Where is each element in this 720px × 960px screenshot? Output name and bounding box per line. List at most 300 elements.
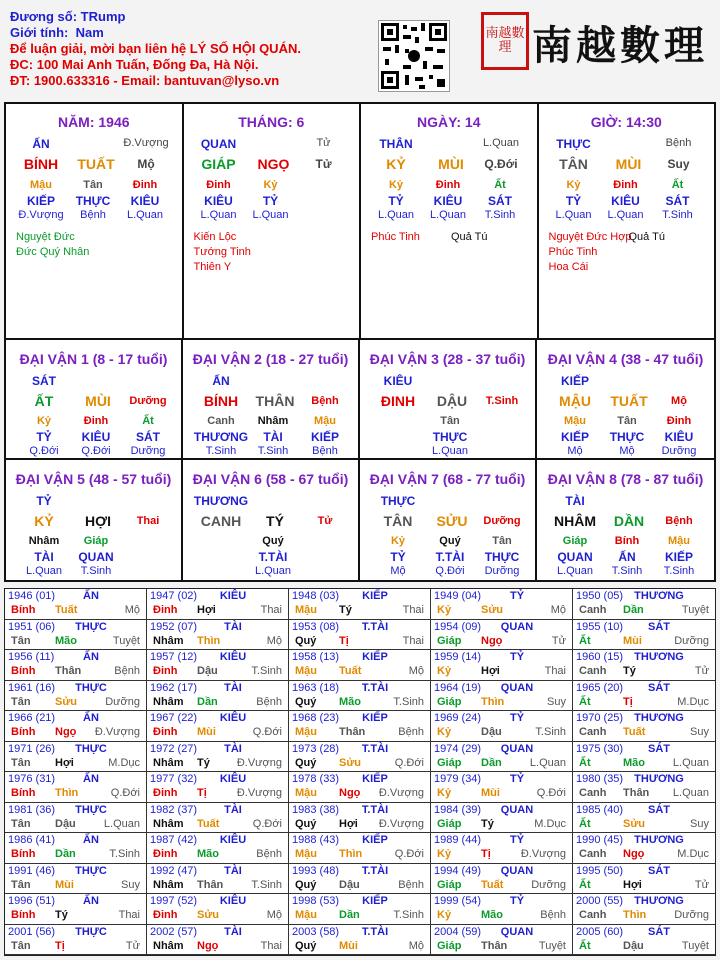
- year-cell-1953: [289, 620, 431, 651]
- dai-van-hidden-0-2: Mậu: [668, 535, 690, 547]
- pillar-hidden-2-0: Đ.Vượng: [18, 209, 64, 221]
- dai-van-can: NHÂM: [554, 513, 596, 529]
- year-label: 1969 (24): [434, 712, 482, 724]
- dai-van-hidden-0-0: Canh: [207, 415, 235, 427]
- year-cell-1969: [431, 711, 573, 742]
- dai-van-hidden-0-1: Đinh: [83, 415, 109, 427]
- year-label: 1955 (10): [576, 620, 624, 633]
- year-phase: Q.Đới: [394, 848, 424, 860]
- dai-van-hidden-1-2: KIÊU: [664, 430, 694, 444]
- dai-van-phase: Mộ: [671, 395, 687, 407]
- year-chi: Mùi: [339, 939, 358, 952]
- dai-van-phase: Bệnh: [665, 515, 693, 527]
- pillar-hidden-2-1: L.Quan: [607, 209, 644, 221]
- year-label: 1992 (47): [150, 864, 198, 877]
- dai-van-2: [183, 340, 360, 460]
- year-phase: T.Sinh: [251, 878, 282, 891]
- pillar-hidden-1-2: SÁT: [488, 194, 512, 208]
- pillar-star: Kiến Lộc: [193, 231, 237, 243]
- pillar-chi: MÙI: [438, 156, 464, 172]
- year-can: Tân: [11, 634, 31, 647]
- year-phase: Suy: [690, 726, 709, 738]
- dai-van-hidden-1-1: THỰC: [609, 430, 645, 444]
- year-can: Canh: [579, 665, 607, 677]
- pillar-hidden-0-2: Ất: [494, 179, 506, 191]
- pillar-hidden-2-0: L.Quan: [377, 209, 415, 221]
- year-ten-god: TỶ: [509, 834, 525, 846]
- year-phase: Đ.Vượng: [378, 787, 424, 799]
- year-chi: Thìn: [481, 695, 505, 708]
- year-ten-god: T.TÀI: [361, 681, 389, 694]
- year-ten-god: THƯƠNG: [634, 834, 684, 846]
- dai-van-title: ĐẠI VẬN 2 (18 - 27 tuổi): [192, 351, 349, 367]
- qr-code[interactable]: [378, 20, 450, 92]
- year-cell-1956: [5, 650, 147, 681]
- year-can: Nhâm: [153, 695, 184, 708]
- year-label: 1999 (54): [434, 895, 482, 907]
- year-phase: Tuyệt: [538, 939, 566, 952]
- year-can: Nhâm: [153, 756, 184, 769]
- year-ten-god: SÁT: [648, 742, 670, 755]
- year-cell-1958: [289, 650, 431, 681]
- dai-van-hidden-0-0: Giáp: [562, 535, 588, 547]
- year-can: Bính: [11, 726, 36, 738]
- pillar-hidden-1-0: TỶ: [565, 194, 582, 208]
- year-ten-god: KIẾP: [362, 895, 388, 907]
- year-chi: Dậu: [339, 878, 360, 891]
- pillar-hidden-0-2: Đinh: [132, 179, 158, 191]
- year-ten-god: T.TÀI: [361, 620, 389, 633]
- dai-van-6: [183, 460, 360, 580]
- year-phase: Thai: [260, 604, 282, 616]
- year-ten-god: THƯƠNG: [634, 590, 684, 602]
- year-phase: Tử: [694, 665, 709, 677]
- dai-van-hidden-0-0: Kỷ: [36, 415, 52, 427]
- year-cell-1986: [5, 833, 147, 864]
- year-can: Canh: [579, 787, 607, 799]
- year-can: Quý: [295, 634, 317, 647]
- dai-van-god: SÁT: [32, 374, 56, 388]
- year-ten-god: KIẾP: [362, 590, 388, 602]
- owner-value: TRump: [80, 9, 126, 24]
- year-cell-1950: [573, 589, 715, 620]
- dai-van-hidden-0-1: Tân: [617, 415, 637, 427]
- year-phase: Q.Đới: [536, 787, 566, 799]
- year-cell-1995: [573, 864, 715, 895]
- year-can: Mậu: [295, 848, 317, 860]
- pillar-can: BÍNH: [23, 156, 59, 172]
- pillar-1: [6, 104, 184, 338]
- year-ten-god: TỶ: [509, 773, 525, 785]
- year-phase: T.Sinh: [393, 909, 424, 921]
- year-ten-god: TỶ: [509, 895, 525, 907]
- year-phase: T.Sinh: [109, 848, 140, 860]
- year-can: Bính: [11, 909, 36, 921]
- pillar-chi: MÙI: [615, 156, 642, 172]
- year-cell-1994: [431, 864, 573, 895]
- year-can: Quý: [295, 878, 317, 891]
- dai-van-hidden-1-1: ẤN: [618, 550, 636, 564]
- year-phase: Mộ: [550, 604, 566, 616]
- year-phase: Mộ: [266, 634, 282, 647]
- year-cell-1970: [573, 711, 715, 742]
- year-phase: M.Dục: [534, 817, 566, 830]
- dai-van-hidden-1-0: TỶ: [390, 550, 406, 564]
- year-label: 1949 (04): [434, 590, 482, 602]
- dai-van-god: TỶ: [36, 494, 52, 508]
- year-ten-god: KIẾP: [362, 712, 388, 724]
- dai-van-can: KỶ: [34, 513, 54, 529]
- year-phase: Thai: [544, 665, 566, 677]
- dai-van-god: THỰC: [380, 494, 416, 508]
- year-can: Giáp: [437, 695, 462, 708]
- pillar-phase: Tử: [315, 157, 332, 171]
- pillar-hidden-2-1: L.Quan: [252, 209, 289, 221]
- pillar-hidden-1-1: THỰC: [75, 194, 111, 208]
- dai-van-hidden-1-2: KIẾP: [310, 430, 339, 444]
- phone-email-line: ĐT: 1900.633316 - Email: bantuvan@lyso.vn: [10, 73, 280, 88]
- dai-van-can: CANH: [200, 513, 242, 529]
- dai-van-hidden-0-1: Quý: [262, 535, 284, 547]
- year-phase: Suy: [547, 695, 566, 708]
- dai-van-hidden-2-1: L.Quan: [431, 445, 469, 457]
- year-cell-1947: [147, 589, 289, 620]
- year-label: 1979 (34): [434, 773, 482, 785]
- dai-van-5: [6, 460, 183, 580]
- year-ten-god: TÀI: [224, 925, 242, 938]
- address-line: ĐC: 100 Mai Anh Tuấn, Đống Đa, Hà Nội.: [10, 57, 259, 72]
- dai-van-hidden-2-0: Mộ: [390, 565, 406, 577]
- year-ten-god: KIÊU: [219, 773, 247, 785]
- year-label: 2005 (60): [576, 925, 624, 938]
- year-label: 1962 (17): [150, 681, 198, 694]
- year-chi: Ngọ: [339, 787, 361, 799]
- dai-van-can: ĐINH: [380, 393, 416, 409]
- year-cell-1974: [431, 742, 573, 773]
- year-ten-god: T.TÀI: [361, 803, 389, 816]
- pillar-hidden-0-0: Kỷ: [388, 179, 404, 191]
- year-ten-god: THỰC: [75, 803, 107, 816]
- year-can: Mậu: [295, 909, 317, 921]
- dai-van-hidden-2-0: L.Quan: [556, 565, 594, 577]
- year-chi: Ngọ: [481, 634, 503, 647]
- year-cell-1952: [147, 620, 289, 651]
- year-chi: Tuất: [623, 726, 646, 738]
- year-cell-1948: [289, 589, 431, 620]
- dai-van-hidden-1-0: TỶ: [36, 430, 52, 444]
- year-label: 1972 (27): [150, 742, 198, 755]
- year-can: Bính: [11, 604, 36, 616]
- red-seal-logo: 南越數理: [481, 12, 529, 70]
- year-phase: Q.Đới: [252, 817, 282, 830]
- year-can: Giáp: [437, 878, 462, 891]
- year-can: Tân: [11, 695, 31, 708]
- pillar-3: [361, 104, 539, 338]
- year-label: 1989 (44): [434, 834, 482, 846]
- year-phase: Tử: [694, 878, 709, 891]
- year-label: 1981 (36): [8, 803, 56, 816]
- year-ten-god: T.TÀI: [361, 925, 389, 938]
- pillar-god-left: THÂN: [379, 137, 413, 151]
- dai-van-hidden-2-2: Dưỡng: [130, 445, 166, 457]
- dai-van-hidden-2-2: Bệnh: [312, 445, 338, 457]
- year-label: 1958 (13): [292, 651, 340, 663]
- pillar-god-right: Bệnh: [665, 137, 692, 149]
- dai-van-hidden-2-2: Dưỡng: [661, 445, 697, 457]
- year-ten-god: TÀI: [224, 620, 242, 633]
- year-can: Quý: [295, 756, 317, 769]
- year-ten-god: QUAN: [500, 681, 534, 694]
- year-can: Mậu: [295, 665, 317, 677]
- dai-van-hidden-2-0: Mộ: [567, 445, 583, 457]
- year-label: 1961 (16): [8, 681, 56, 694]
- year-cell-1963: [289, 681, 431, 712]
- year-phase: Bệnh: [540, 909, 566, 921]
- year-chi: Dần: [339, 909, 360, 921]
- dai-van-hidden-1-1: T.TÀI: [435, 550, 465, 564]
- dai-van-hidden-2-0: T.Sinh: [205, 445, 237, 457]
- pillar-star: Nguyệt Đức: [16, 231, 75, 243]
- dai-van-7: [360, 460, 537, 580]
- year-ten-god: THỰC: [75, 864, 107, 877]
- year-cell-1955: [573, 620, 715, 651]
- year-ten-god: KIÊU: [219, 834, 247, 846]
- year-phase: Đ.Vượng: [520, 848, 566, 860]
- year-cell-1975: [573, 742, 715, 773]
- pillar-god-left: THỰC: [556, 137, 591, 151]
- pillar-phase: Mộ: [137, 157, 155, 171]
- year-cell-1989: [431, 833, 573, 864]
- year-cell-1982: [147, 803, 289, 834]
- dai-van-hidden-1-1: TÀI: [263, 430, 283, 444]
- year-chi: Mão: [623, 756, 645, 769]
- year-ten-god: KIẾP: [362, 834, 388, 846]
- year-ten-god: KIÊU: [219, 651, 247, 663]
- dai-van-can: MẬU: [559, 393, 591, 409]
- year-chi: Ngọ: [197, 939, 219, 952]
- dai-van-title: ĐẠI VẬN 1 (8 - 17 tuổi): [19, 351, 168, 367]
- year-phase: Q.Đới: [252, 726, 282, 738]
- dai-van-hidden-0-1: Tân: [440, 415, 460, 427]
- pillar-hidden-1-1: KIÊU: [433, 194, 463, 208]
- year-ten-god: QUAN: [500, 620, 534, 633]
- year-phase: T.Sinh: [393, 695, 424, 708]
- year-phase: Đ.Vượng: [94, 726, 140, 738]
- year-label: 1956 (11): [8, 651, 55, 663]
- year-ten-god: TỶ: [509, 651, 525, 663]
- year-phase: Tuyệt: [681, 939, 709, 952]
- year-cell-2001: [5, 925, 147, 956]
- pillar-hidden-2-2: L.Quan: [126, 209, 164, 221]
- year-cell-2004: [431, 925, 573, 956]
- year-chi: Tuất: [481, 878, 504, 891]
- year-cell-1949: [431, 589, 573, 620]
- pillar-star-right: Quả Tú: [628, 231, 665, 243]
- year-phase: Đ.Vượng: [236, 756, 282, 769]
- pillar-hidden-2-2: T.Sinh: [484, 209, 516, 221]
- year-label: 1976 (31): [8, 773, 56, 785]
- year-cell-1997: [147, 894, 289, 925]
- dai-van-hidden-0-2: Mậu: [314, 415, 336, 427]
- year-can: Giáp: [437, 817, 462, 830]
- year-chi: Tuất: [339, 665, 362, 677]
- year-label: 1964 (19): [434, 681, 482, 694]
- dai-van-hidden-2-1: T.Sinh: [257, 445, 289, 457]
- year-phase: Bệnh: [256, 695, 282, 708]
- year-phase: Mộ: [408, 665, 424, 677]
- year-label: 1986 (41): [8, 834, 56, 846]
- pillar-hidden-0-0: Đinh: [206, 179, 231, 191]
- year-cell-2002: [147, 925, 289, 956]
- year-phase: L.Quan: [672, 756, 709, 769]
- year-cell-2005: [573, 925, 715, 956]
- year-label: 2000 (55): [576, 895, 624, 907]
- year-cell-1972: [147, 742, 289, 773]
- year-cell-1961: [5, 681, 147, 712]
- year-ten-god: SÁT: [648, 681, 670, 694]
- pillar-star: Đức Quý Nhân: [16, 246, 90, 258]
- dai-van-chi: HỢI: [85, 513, 111, 529]
- year-phase: Đ.Vượng: [378, 817, 424, 830]
- year-chi: Dần: [197, 695, 218, 708]
- pillar-title: GIỜ: 14:30: [590, 114, 662, 130]
- year-cell-1951: [5, 620, 147, 651]
- year-label: 1998 (53): [292, 895, 340, 907]
- year-ten-god: QUAN: [500, 742, 534, 755]
- pillar-hidden-1-1: TỶ: [262, 194, 279, 208]
- year-label: 2001 (56): [8, 925, 56, 938]
- year-can: Quý: [295, 939, 317, 952]
- dai-van-chi: DẦN: [613, 513, 645, 529]
- dai-van-can: ẤT: [34, 393, 54, 409]
- year-chi: Thìn: [623, 909, 647, 921]
- pillar-hidden-1-2: KIÊU: [130, 194, 160, 208]
- year-ten-god: KIẾP: [362, 651, 388, 663]
- year-label: 1975 (30): [576, 742, 624, 755]
- pillar-title: THÁNG: 6: [238, 114, 305, 130]
- year-can: Nhâm: [153, 817, 184, 830]
- year-can: Kỷ: [437, 909, 452, 921]
- year-chi: Dậu: [197, 665, 218, 677]
- year-can: Tân: [11, 817, 31, 830]
- year-can: Đinh: [153, 726, 178, 738]
- year-cell-1988: [289, 833, 431, 864]
- year-phase: L.Quan: [672, 787, 709, 799]
- dai-van-hidden-2-1: L.Quan: [254, 565, 292, 577]
- year-cell-1979: [431, 772, 573, 803]
- year-cell-1968: [289, 711, 431, 742]
- year-chi: Tuất: [197, 817, 220, 830]
- year-chi: Tý: [55, 909, 68, 921]
- year-label: 1960 (15): [576, 651, 624, 663]
- dai-van-hidden-1-2: KIẾP: [664, 550, 693, 564]
- year-chi: Dậu: [623, 939, 644, 952]
- year-label: 1984 (39): [434, 803, 482, 816]
- year-cell-1976: [5, 772, 147, 803]
- dai-van-phase: Thai: [136, 515, 160, 527]
- year-label: 1977 (32): [150, 773, 198, 785]
- dai-van-hidden-0-1: Giáp: [83, 535, 109, 547]
- pillar-hidden-2-0: L.Quan: [200, 209, 237, 221]
- pillar-can: GIÁP: [201, 156, 236, 172]
- dai-van-title: ĐẠI VẬN 8 (78 - 87 tuổi): [547, 471, 704, 487]
- dai-van-chi: DẬU: [436, 393, 468, 409]
- year-phase: Dưỡng: [674, 634, 709, 647]
- year-ten-god: THỰC: [75, 925, 107, 938]
- year-label: 1951 (06): [8, 620, 56, 633]
- year-ten-god: ẤN: [83, 712, 99, 724]
- year-can: Nhâm: [153, 939, 184, 952]
- year-can: Bính: [11, 848, 36, 860]
- year-ten-god: SÁT: [648, 803, 670, 816]
- year-phase: T.Sinh: [251, 665, 282, 677]
- dai-van-hidden-0-0: Kỷ: [390, 535, 406, 547]
- year-can: Giáp: [437, 756, 462, 769]
- year-label: 1953 (08): [292, 620, 340, 633]
- dai-van-god: KIẾP: [560, 374, 589, 388]
- owner-label: Đương số:: [10, 9, 78, 24]
- dai-van-chi: MÙI: [85, 393, 111, 409]
- year-cell-1960: [573, 650, 715, 681]
- year-chi: Tị: [623, 695, 633, 708]
- dai-van-hidden-1-2: SÁT: [136, 430, 160, 444]
- year-phase: Suy: [690, 817, 709, 830]
- year-chi: Hợi: [481, 665, 500, 677]
- year-label: 1994 (49): [434, 864, 482, 877]
- year-ten-god: T.TÀI: [361, 864, 389, 877]
- year-cell-1978: [289, 772, 431, 803]
- year-ten-god: KIÊU: [219, 590, 247, 602]
- year-phase: Tuyệt: [112, 634, 140, 647]
- pillar-hidden-2-0: L.Quan: [555, 209, 592, 221]
- year-label: 1970 (25): [576, 712, 624, 724]
- year-can: Ất: [579, 634, 591, 647]
- year-label: 1974 (29): [434, 742, 482, 755]
- dai-van-hidden-0-1: Bính: [614, 535, 640, 547]
- year-can: Kỷ: [437, 726, 452, 738]
- year-can: Mậu: [295, 726, 317, 738]
- year-ten-god: SÁT: [648, 864, 670, 877]
- year-ten-god: TỶ: [509, 712, 525, 724]
- year-label: 1985 (40): [576, 803, 624, 816]
- pillar-god-left: QUAN: [200, 137, 237, 151]
- year-phase: Dưỡng: [674, 909, 709, 921]
- dai-van-hidden-1-1: THỰC: [432, 430, 468, 444]
- dai-van-hidden-2-1: T.Sinh: [80, 565, 112, 577]
- dai-van-4: [537, 340, 714, 460]
- year-chi: Thân: [623, 787, 650, 799]
- dai-van-chi: TUẤT: [610, 393, 648, 409]
- year-can: Canh: [579, 848, 607, 860]
- pillar-can: TÂN: [559, 156, 588, 172]
- year-phase: Dưỡng: [531, 878, 566, 891]
- pillar-hidden-1-1: KIÊU: [611, 194, 640, 208]
- year-phase: Bệnh: [398, 878, 424, 891]
- year-chi: Mùi: [55, 878, 74, 891]
- pillar-hidden-1-2: SÁT: [665, 194, 690, 208]
- year-ten-god: QUAN: [500, 803, 534, 816]
- year-can: Kỷ: [437, 848, 452, 860]
- year-chi: Tị: [481, 848, 491, 860]
- year-ten-god: THƯƠNG: [634, 895, 684, 907]
- year-chi: Dần: [481, 756, 502, 769]
- year-can: Canh: [579, 726, 607, 738]
- year-chi: Mão: [481, 909, 503, 921]
- dai-van-hidden-1-0: KIẾP: [560, 430, 589, 444]
- year-can: Đinh: [153, 787, 178, 799]
- year-cell-2000: [573, 894, 715, 925]
- dai-van-phase: T.Sinh: [485, 395, 519, 407]
